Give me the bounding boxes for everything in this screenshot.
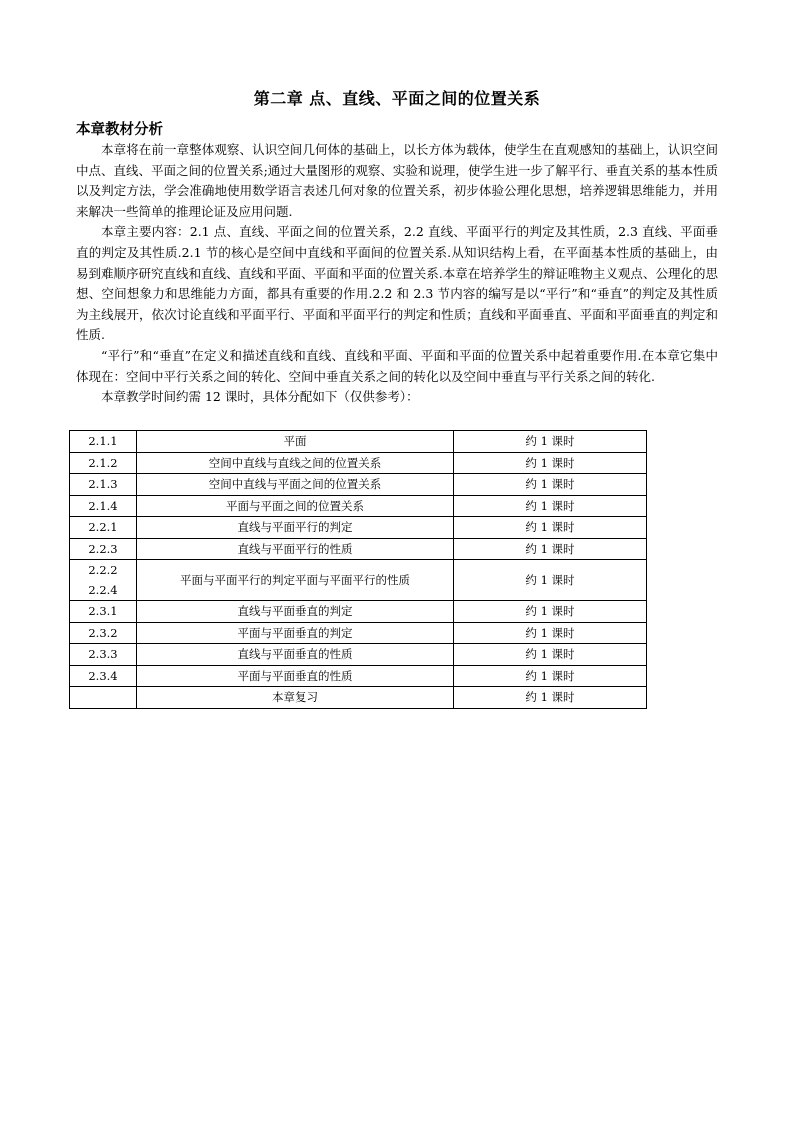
topic-cell: 直线与平面平行的性质	[137, 538, 454, 560]
hours-cell: 约 1 课时	[454, 665, 647, 687]
paragraph-main-content: 本章主要内容：2.1 点、直线、平面之间的位置关系，2.2 直线、平面平行的判定及其性质，2.3 直线、平面垂直的判定及其性质.2.1 节的核心是空间中直线和平面间的位置关系.从知识结构上看，在平面基本性质的基础上，由易到难顺序研究直线和直线、直线和平面、平面和平面的位置关系.本章在培养学生的辩证唯物主义观点、公理化的思想、空间想象力和思维能力方面，都具有重要的作用.2.2 和 2.3 节内容的编写是以“平行”和“垂直”的判定及其性质为主线展开，依次讨论直线和平面平行、平面和平面平行的判定和性质；直线和平面垂直、平面和平面垂直的判定和性质.	[76, 224, 718, 343]
table-row	[70, 538, 647, 560]
table-row	[70, 601, 647, 623]
section-number	[70, 560, 137, 601]
section-number: 2.1.4	[70, 495, 137, 517]
hours-cell: 约 1 课时	[454, 431, 647, 453]
table-row	[70, 687, 647, 709]
table-row	[70, 560, 647, 601]
table-row	[70, 452, 647, 474]
section-number: 2.2.1	[70, 517, 137, 539]
hours-cell: 约 1 课时	[454, 474, 647, 496]
topic-cell: 空间中直线与平面之间的位置关系	[137, 474, 454, 496]
hours-cell: 约 1 课时	[454, 495, 647, 517]
paragraph-schedule-intro: 本章教学时间约需 12 课时，具体分配如下（仅供参考）：	[101, 389, 419, 405]
section-number: 2.1.1	[70, 431, 137, 453]
hours-cell: 约 1 课时	[454, 601, 647, 623]
paragraph-parallel-perpendicular: “平行”和“垂直”在定义和描述直线和直线、直线和平面、平面和平面的位置关系中起着重要作用.在本章它集中体现在：空间中平行关系之间的转化、空间中垂直关系之间的转化以及空间中垂直与平行关系之间的转化.	[76, 347, 718, 384]
chapter-title: 第二章 点、直线、平面之间的位置关系	[253, 89, 541, 108]
table-row	[70, 431, 647, 453]
section-number	[70, 687, 137, 709]
hours-cell: 约 1 课时	[454, 622, 647, 644]
table-row	[70, 622, 647, 644]
section-number: 2.3.1	[70, 601, 137, 623]
topic-cell: 平面与平面平行的判定平面与平面平行的性质	[137, 560, 454, 601]
schedule-table	[69, 430, 647, 709]
topic-cell: 直线与平面平行的判定	[137, 517, 454, 539]
hours-cell: 约 1 课时	[454, 517, 647, 539]
topic-cell: 本章复习	[137, 687, 454, 709]
hours-cell: 约 1 课时	[454, 644, 647, 666]
section-number: 2.3.3	[70, 644, 137, 666]
section-number-line: 2.2.2	[88, 563, 118, 577]
hours-cell: 约 1 课时	[454, 687, 647, 709]
table-row	[70, 495, 647, 517]
section-heading: 本章教材分析	[76, 122, 163, 138]
table-row	[70, 644, 647, 666]
section-number-line: 2.2.4	[88, 583, 118, 597]
body-text	[76, 140, 718, 408]
hours-cell: 约 1 课时	[454, 560, 647, 601]
paragraph-overview: 本章将在前一章整体观察、认识空间几何体的基础上，以长方体为载体，使学生在直观感知的基础上，认识空间中点、直线、平面之间的位置关系;通过大量图形的观察、实验和说理，使学生进一步了解平行、垂直关系的基本性质以及判定方法，学会准确地使用数学语言表述几何对象的位置关系，初步体验公理化思想，培养逻辑思维能力，并用来解决一些简单的推理论证及应用问题.	[76, 142, 718, 219]
hours-cell: 约 1 课时	[454, 538, 647, 560]
hours-cell: 约 1 课时	[454, 452, 647, 474]
table-row	[70, 665, 647, 687]
table-row	[70, 517, 647, 539]
section-number: 2.1.2	[70, 452, 137, 474]
topic-cell: 平面	[137, 431, 454, 453]
topic-cell: 平面与平面垂直的性质	[137, 665, 454, 687]
section-number: 2.2.3	[70, 538, 137, 560]
topic-cell: 直线与平面垂直的性质	[137, 644, 454, 666]
topic-cell: 平面与平面之间的位置关系	[137, 495, 454, 517]
topic-cell: 空间中直线与直线之间的位置关系	[137, 452, 454, 474]
section-number: 2.3.4	[70, 665, 137, 687]
table-row	[70, 474, 647, 496]
section-number: 2.3.2	[70, 622, 137, 644]
section-number: 2.1.3	[70, 474, 137, 496]
topic-cell: 直线与平面垂直的判定	[137, 601, 454, 623]
topic-cell: 平面与平面垂直的判定	[137, 622, 454, 644]
